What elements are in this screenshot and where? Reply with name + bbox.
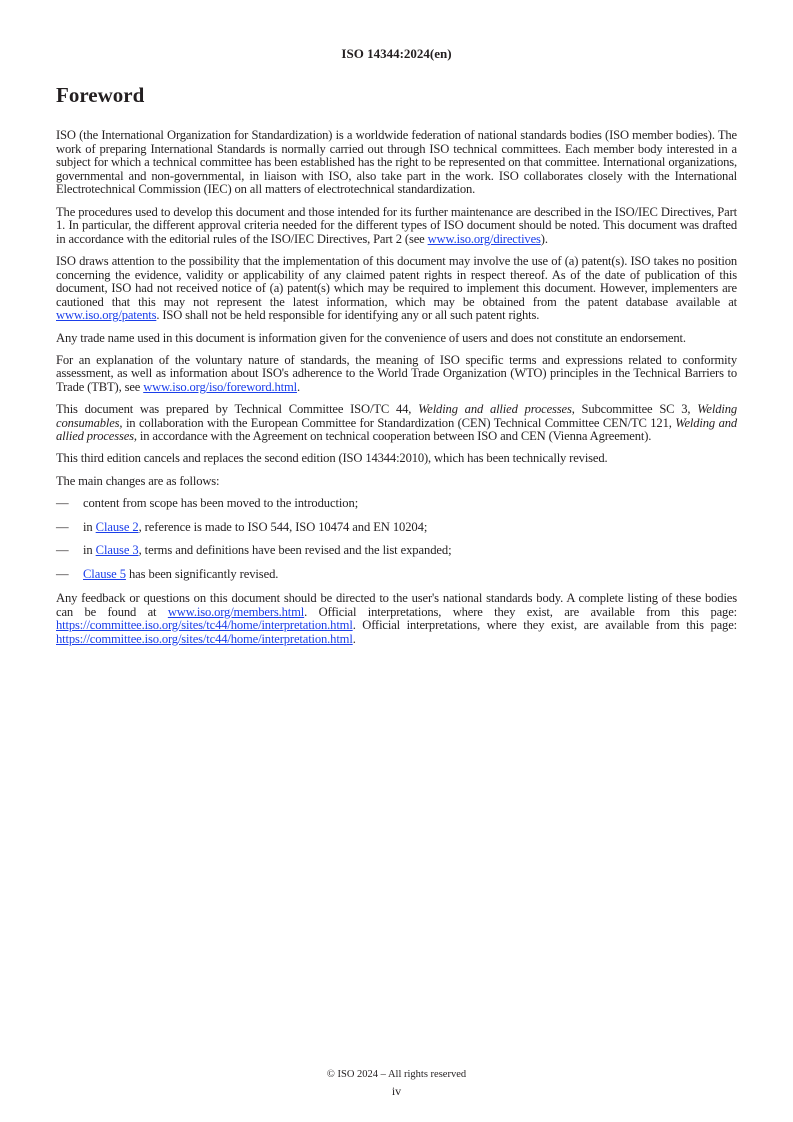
list-item [56, 568, 737, 582]
text: ). [540, 231, 548, 246]
paragraph-procedures [56, 206, 737, 247]
text: content from scope has been moved to the introduction; [83, 495, 359, 510]
patents-link[interactable]: www.iso.org/patents [56, 308, 157, 323]
interpretation-link-2[interactable]: https://committee.iso.org/sites/tc44/home/interpretation.html [56, 631, 353, 646]
list-item [56, 521, 737, 535]
changes-list [56, 497, 737, 582]
text: in [83, 519, 96, 534]
members-link[interactable]: www.iso.org/members.html [167, 604, 305, 619]
dash-bullet: — [56, 543, 69, 558]
committee-title: Welding and allied processes [418, 402, 572, 417]
paragraph-voluntary-nature [56, 354, 737, 395]
list-item [56, 497, 737, 511]
cen-committee-title: Welding and allied processes, [56, 415, 738, 444]
paragraph-main-changes: The main changes are as follows: [56, 473, 220, 488]
page-number: iv [391, 1084, 402, 1098]
page-title: Foreword [56, 83, 145, 107]
paragraph-prepared-by [56, 403, 737, 444]
interpretation-link[interactable]: https://committee.iso.org/sites/tc44/home/interpretation.html [56, 618, 353, 633]
text: . Official interpretations, where they exist, are available from this page: [304, 604, 737, 619]
text: in collaboration with the European Committee for Standardization (CEN) Technical Committee CEN/TC 121, [122, 415, 676, 430]
text: Any feedback or questions on this document should be directed to the user's national standards body. A complete listing of these bodies can be found at [56, 590, 737, 619]
foreword-body [56, 129, 737, 655]
dash-bullet: — [56, 519, 69, 534]
text: in accordance with the Agreement on technical cooperation between ISO and CEN (Vienna Agreement). [136, 429, 652, 444]
paragraph-iso-intro: ISO (the International Organization for Standardization) is a worldwide federation of national standards bodies (ISO member bodies). The work of preparing International Standards is normally carried out through ISO technical committees. Each member body interested in a subject for which a technical committee has been established has the right to be represented on that committee. International organizations, governmental and non-governmental, in liaison with ISO, also take part in the work. ISO collaborates closely with the International Electrotechnical Commission (IEC) on all matters of electrotechnical standardization. [56, 128, 737, 197]
document-id-header: ISO 14344:2024(en) [341, 46, 452, 61]
text: This document was prepared by Technical Committee ISO/TC 44, [56, 402, 419, 417]
list-item [56, 544, 737, 558]
text: , reference is made to ISO 544, ISO 10474 and EN 10204; [138, 519, 428, 534]
text: . ISO shall not be held responsible for identifying any or all such patent rights. [156, 308, 540, 323]
text: has been significantly revised. [125, 567, 279, 582]
foreword-link[interactable]: www.iso.org/iso/foreword.html [143, 379, 297, 394]
text: . Official interpretations, where they exist, are available from this page: [352, 618, 737, 633]
text: . [296, 379, 300, 394]
copyright-notice: © ISO 2024 – All rights reserved [326, 1069, 467, 1080]
directives-link[interactable]: www.iso.org/directives [427, 231, 541, 246]
paragraph-feedback [56, 592, 737, 646]
dash-bullet: — [56, 495, 69, 510]
paragraph-patents [56, 255, 737, 323]
text: For an explanation of the voluntary nature of standards, the meaning of ISO specific terms and expressions related to conformity assessment, as well as information about ISO's adherence to the World Trade Organization (WTO) principles in the Technical Barriers to Trade (TBT), see [56, 352, 737, 394]
text: ISO draws attention to the possibility that the implementation of this document may involve the use of (a) patent(s). ISO takes no position concerning the evidence, validity or applicability of any claimed patent rights in respect thereof. As of the date of publication of this document, ISO had not received notice of (a) patent(s) which may be required to implement this document. However, implementers are cautioned that this may not represent the latest information, which may be obtained from the patent database available at [56, 253, 737, 309]
dash-bullet: — [56, 567, 69, 582]
subcommittee-title: Welding consumables, [56, 402, 737, 430]
paragraph-trade-name: Any trade name used in this document is information given for the convenience of users and does not constitute an endorsement. [56, 330, 686, 345]
text: The procedures used to develop this document and those intended for its further maintenance are described in the ISO/IEC Directives, Part 1. In particular, the different approval criteria needed for the different types of ISO document should be noted. This document was drafted in accordance with the editorial rules of the ISO/IEC Directives, Part 2 (see [56, 204, 737, 246]
text: , terms and definitions have been revised and the list expanded; [138, 543, 452, 558]
text: in [83, 543, 96, 558]
paragraph-edition: This third edition cancels and replaces the second edition (ISO 14344:2010), which has been technically revised. [56, 451, 608, 466]
clause-3-link[interactable]: Clause 3 [95, 543, 139, 558]
text: . [352, 631, 356, 646]
page-footer [0, 1066, 793, 1100]
text: , Subcommittee SC 3, [571, 402, 698, 417]
clause-2-link[interactable]: Clause 2 [95, 519, 139, 534]
clause-5-link[interactable]: Clause 5 [83, 567, 126, 582]
